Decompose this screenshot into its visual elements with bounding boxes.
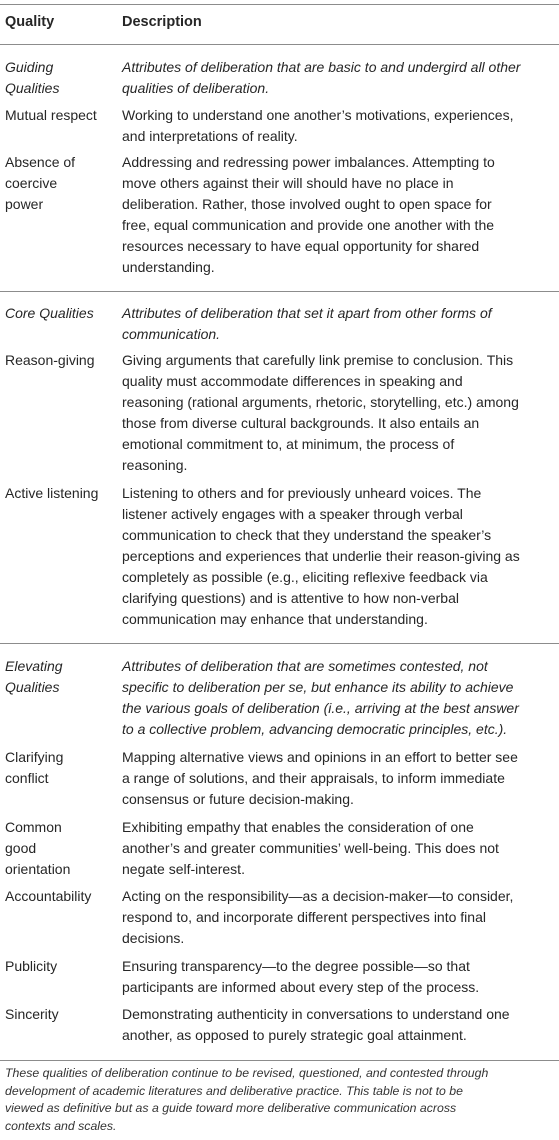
- description-active-listening: completely as possible (e.g., eliciting reflexive feedback via: [122, 569, 488, 585]
- description-reason-giving: Giving arguments that carefully link premise to conclusion. This: [122, 352, 514, 368]
- table-footnote: These qualities of deliberation continue to be revised, questioned, and contested through: [5, 1066, 489, 1080]
- description-reason-giving: quality must accommodate differences in speaking and: [122, 373, 463, 389]
- quality-sincerity: Sincerity: [5, 1006, 59, 1022]
- table-footnote: viewed as definitive but as a guide toward more deliberative communication across: [5, 1101, 457, 1115]
- quality-absence-of-coercive-power: Absence of: [5, 154, 76, 170]
- description-active-listening: clarifying questions) and is attentive to how non-verbal: [122, 590, 459, 606]
- quality-common-good-orientation: orientation: [5, 861, 71, 877]
- description-reason-giving: emotional commitment to, at minimum, the process of: [122, 436, 455, 452]
- description-absence-of-coercive-power: Addressing and redressing power imbalances. Attempting to: [122, 154, 495, 170]
- description-absence-of-coercive-power: resources necessary to have equal opportunity for shared: [122, 238, 480, 254]
- description-active-listening: listener actively engages with a speaker through verbal: [122, 506, 463, 522]
- quality-active-listening: Active listening: [5, 485, 99, 501]
- section-title-elevating: Qualities: [5, 679, 60, 695]
- description-active-listening: perceptions and experiences that underlie their reason-giving as: [122, 548, 520, 564]
- section-description-elevating: Attributes of deliberation that are sometimes contested, not: [122, 658, 488, 674]
- description-publicity: Ensuring transparency—to the degree possible—so that: [122, 958, 470, 974]
- description-active-listening: communication may enhance that understanding.: [122, 611, 428, 627]
- description-clarifying-conflict: Mapping alternative views and opinions in an effort to better see: [122, 749, 518, 765]
- section-title-guiding: Qualities: [5, 80, 60, 96]
- section-description-core: communication.: [122, 326, 221, 342]
- section-description-guiding: Attributes of deliberation that are basic to and undergird all other: [122, 59, 521, 75]
- description-mutual-respect: and interpretations of reality.: [122, 128, 298, 144]
- section-divider: [0, 291, 559, 292]
- description-sincerity: another, as opposed to purely strategic goal attainment.: [122, 1027, 467, 1043]
- table-bottom-rule: [0, 1060, 559, 1061]
- description-mutual-respect: Working to understand one another’s motivations, experiences,: [122, 107, 514, 123]
- description-common-good-orientation: another’s and greater communities’ well-being. This does not: [122, 840, 499, 856]
- section-title-elevating: Elevating: [5, 658, 63, 674]
- section-description-guiding: qualities of deliberation.: [122, 80, 270, 96]
- section-title-guiding: Guiding: [5, 59, 54, 75]
- description-clarifying-conflict: consensus or future decision-making.: [122, 791, 354, 807]
- description-absence-of-coercive-power: free, equal communication and provide one another with the: [122, 217, 495, 233]
- section-divider: [0, 643, 559, 644]
- quality-absence-of-coercive-power: power: [5, 196, 44, 212]
- quality-clarifying-conflict: Clarifying: [5, 749, 64, 765]
- description-reason-giving: reasoning.: [122, 457, 188, 473]
- quality-publicity: Publicity: [5, 958, 58, 974]
- description-absence-of-coercive-power: understanding.: [122, 259, 215, 275]
- description-absence-of-coercive-power: deliberation. Rather, those involved ought to open space for: [122, 196, 492, 212]
- description-active-listening: Listening to others and for previously unheard voices. The: [122, 485, 482, 501]
- column-header-quality: Quality: [5, 14, 55, 30]
- header-rule: [0, 44, 559, 45]
- quality-common-good-orientation: good: [5, 840, 37, 856]
- quality-absence-of-coercive-power: coercive: [5, 175, 58, 191]
- description-common-good-orientation: negate self-interest.: [122, 861, 245, 877]
- description-publicity: participants are informed about every step of the process.: [122, 979, 480, 995]
- description-accountability: respond to, and incorporate different perspectives into final: [122, 909, 486, 925]
- table-footnote: contexts and scales.: [5, 1118, 117, 1133]
- table-top-rule: [0, 4, 559, 5]
- section-description-elevating: specific to deliberation per se, but enhance its ability to achieve: [122, 679, 514, 695]
- description-common-good-orientation: Exhibiting empathy that enables the consideration of one: [122, 819, 474, 835]
- description-clarifying-conflict: a range of solutions, and their appraisals, to inform immediate: [122, 770, 505, 786]
- description-active-listening: communication to check that they understand the speaker’s: [122, 527, 492, 543]
- section-description-elevating: the various goals of deliberation (i.e., arriving at the best answer: [122, 700, 519, 716]
- quality-reason-giving: Reason-giving: [5, 352, 95, 368]
- description-sincerity: Demonstrating authenticity in conversations to understand one: [122, 1006, 510, 1022]
- quality-common-good-orientation: Common: [5, 819, 62, 835]
- section-description-core: Attributes of deliberation that set it apart from other forms of: [122, 305, 492, 321]
- description-reason-giving: reasoning (rational arguments, rhetoric, storytelling, etc.) among: [122, 394, 519, 410]
- table-footnote: development of academic literatures and deliberative practice. This table is not to be: [5, 1083, 463, 1098]
- section-title-core: Core Qualities: [5, 305, 94, 321]
- quality-accountability: Accountability: [5, 888, 92, 904]
- description-absence-of-coercive-power: move others against their will should have no place in: [122, 175, 454, 191]
- column-header-description: Description: [122, 14, 202, 30]
- description-accountability: Acting on the responsibility—as a decision-maker—to consider,: [122, 888, 514, 904]
- description-reason-giving: those from diverse cultural backgrounds. It also entails an: [122, 415, 480, 431]
- description-accountability: decisions.: [122, 930, 185, 946]
- section-description-elevating: to a collective problem, advancing democratic principles, etc.).: [122, 721, 508, 737]
- quality-mutual-respect: Mutual respect: [5, 107, 97, 123]
- quality-clarifying-conflict: conflict: [5, 770, 49, 786]
